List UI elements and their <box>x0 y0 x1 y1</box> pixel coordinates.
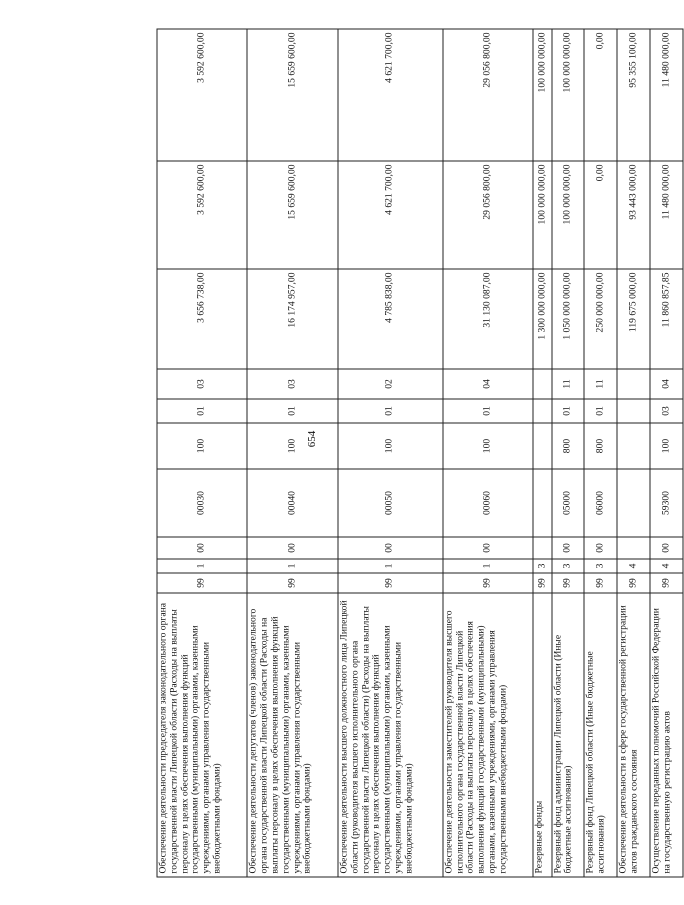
code-section: 01 <box>157 399 247 423</box>
code-subprogram: 1 <box>157 559 247 573</box>
amount-year-1: 119 675 000,00 <box>617 269 650 369</box>
code-expense-type <box>533 423 551 469</box>
amount-year-3: 15 659 600,00 <box>247 29 337 161</box>
code-subsection: 04 <box>650 369 683 399</box>
code-subprogram: 4 <box>617 559 650 573</box>
amount-year-2: 4 621 700,00 <box>338 161 443 269</box>
table-row <box>157 29 247 877</box>
amount-year-3: 100 000 000,00 <box>533 29 551 161</box>
code-subsection: 04 <box>443 369 533 399</box>
amount-year-1: 3 656 738,00 <box>157 269 247 369</box>
amount-year-2: 3 592 600,00 <box>157 161 247 269</box>
code-section <box>617 399 650 423</box>
amount-year-2: 100 000 000,00 <box>533 161 551 269</box>
code-group: 00 <box>552 537 585 559</box>
code-direction: 06000 <box>584 469 617 537</box>
code-direction <box>617 469 650 537</box>
row-description: Обеспечение деятельности председателя законодательного органа государственной власти Липецкой области (Расходы на выплаты персоналу в целях обеспечения выполнения функций государственными (муниципальными) органами, казенными учреждениями, органами управления государственными внебюджетными фондами) <box>157 593 247 877</box>
code-section: 01 <box>552 399 585 423</box>
table-row <box>338 29 443 877</box>
code-expense-type: 100 <box>443 423 533 469</box>
code-program: 99 <box>584 573 617 593</box>
row-description: Резервный фонд администрации Липецкой области (Иные бюджетные ассигнования) <box>552 593 585 877</box>
code-subsection: 03 <box>157 369 247 399</box>
budget-table-wrapper <box>157 30 684 878</box>
row-description: Осуществление переданных полномочий Российской Федерации на государственную регистрацию актов <box>650 593 683 877</box>
amount-year-2: 11 480 000,00 <box>650 161 683 269</box>
code-group: 00 <box>157 537 247 559</box>
row-description: Обеспечение деятельности высшего должностного лица Липецкой области (руководителя высшего исполнительного органа государственной власти Липецкой области) (Расходы на выплаты персоналу в целях обеспечения выполнения функций государственными (муниципальными) органами, казенными учреждениями, органами управления государственными внебюджетными фондами) <box>338 593 443 877</box>
row-description: Обеспечение деятельности в сфере государственной регистрации актов гражданского состояния <box>617 593 650 877</box>
code-program: 99 <box>157 573 247 593</box>
amount-year-3: 4 621 700,00 <box>338 29 443 161</box>
code-direction: 00060 <box>443 469 533 537</box>
budget-table <box>157 29 684 878</box>
amount-year-1: 31 130 087,00 <box>443 269 533 369</box>
code-program: 99 <box>247 573 337 593</box>
row-description: Обеспечение деятельности депутатов (членов) законодательного органа государственной власти Липецкой области (Расходы на выплаты персоналу в целях обеспечения выполнения функций государственными (муниципальными) органами, казенными учреждениями, органами управления государственными внебюджетными фондами) <box>247 593 337 877</box>
code-direction: 00050 <box>338 469 443 537</box>
page-number: 654 <box>306 430 318 448</box>
code-direction: 00040 <box>247 469 337 537</box>
code-section: 01 <box>584 399 617 423</box>
amount-year-2: 93 443 000,00 <box>617 161 650 269</box>
code-subprogram: 3 <box>584 559 617 573</box>
amount-year-1: 11 860 857,85 <box>650 269 683 369</box>
code-direction: 59300 <box>650 469 683 537</box>
code-expense-type: 800 <box>552 423 585 469</box>
code-group: 00 <box>443 537 533 559</box>
code-expense-type: 100 <box>338 423 443 469</box>
code-program: 99 <box>552 573 585 593</box>
code-section: 01 <box>443 399 533 423</box>
table-row <box>650 29 683 877</box>
code-program: 99 <box>533 573 551 593</box>
code-program: 99 <box>617 573 650 593</box>
code-expense-type: 100 <box>650 423 683 469</box>
code-group: 00 <box>650 537 683 559</box>
code-subprogram: 1 <box>247 559 337 573</box>
code-section: 01 <box>247 399 337 423</box>
table-row <box>533 29 551 877</box>
amount-year-1: 16 174 957,00 <box>247 269 337 369</box>
amount-year-2: 15 659 600,00 <box>247 161 337 269</box>
code-section: 01 <box>338 399 443 423</box>
code-group: 00 <box>338 537 443 559</box>
code-program: 99 <box>338 573 443 593</box>
table-row <box>443 29 533 877</box>
table-row <box>584 29 617 877</box>
code-subsection: 11 <box>584 369 617 399</box>
code-section: 03 <box>650 399 683 423</box>
code-expense-type: 800 <box>584 423 617 469</box>
code-subsection: 11 <box>552 369 585 399</box>
code-group: 00 <box>247 537 337 559</box>
amount-year-1: 1 050 000 000,00 <box>552 269 585 369</box>
amount-year-3: 95 355 100,00 <box>617 29 650 161</box>
code-subprogram: 4 <box>650 559 683 573</box>
amount-year-1: 1 300 000 000,00 <box>533 269 551 369</box>
code-subsection <box>533 369 551 399</box>
code-subsection: 03 <box>247 369 337 399</box>
amount-year-3: 11 480 000,00 <box>650 29 683 161</box>
amount-year-3: 0,00 <box>584 29 617 161</box>
amount-year-2: 0,00 <box>584 161 617 269</box>
code-direction: 05000 <box>552 469 585 537</box>
code-subprogram: 3 <box>552 559 585 573</box>
amount-year-3: 3 592 600,00 <box>157 29 247 161</box>
code-expense-type: 100 <box>157 423 247 469</box>
amount-year-1: 250 000 000,00 <box>584 269 617 369</box>
table-row <box>552 29 585 877</box>
code-subprogram: 1 <box>338 559 443 573</box>
code-expense-type <box>617 423 650 469</box>
code-subprogram: 3 <box>533 559 551 573</box>
code-group <box>533 537 551 559</box>
amount-year-3: 29 056 800,00 <box>443 29 533 161</box>
row-description: Резервные фонды <box>533 593 551 877</box>
code-group: 00 <box>584 537 617 559</box>
row-description: Обеспечение деятельности заместителей руководителя высшего исполнительного органа государственной власти Липецкой области (Расходы на выплаты персоналу в целях обеспечения выполнения функций государственными (муниципальными) органами, казенными учреждениями, органами управления государственными внебюджетными фондами) <box>443 593 533 877</box>
code-section <box>533 399 551 423</box>
code-program: 99 <box>443 573 533 593</box>
amount-year-3: 100 000 000,00 <box>552 29 585 161</box>
amount-year-2: 100 000 000,00 <box>552 161 585 269</box>
code-subsection: 02 <box>338 369 443 399</box>
code-expense-type: 100 <box>247 423 337 469</box>
code-direction <box>533 469 551 537</box>
code-program: 99 <box>650 573 683 593</box>
amount-year-2: 29 056 800,00 <box>443 161 533 269</box>
code-subsection <box>617 369 650 399</box>
code-group <box>617 537 650 559</box>
code-subprogram: 1 <box>443 559 533 573</box>
table-row <box>617 29 650 877</box>
row-description: Резервный фонд Липецкой области (Иные бюджетные ассигнования) <box>584 593 617 877</box>
code-direction: 00030 <box>157 469 247 537</box>
table-row <box>247 29 337 877</box>
amount-year-1: 4 785 838,00 <box>338 269 443 369</box>
